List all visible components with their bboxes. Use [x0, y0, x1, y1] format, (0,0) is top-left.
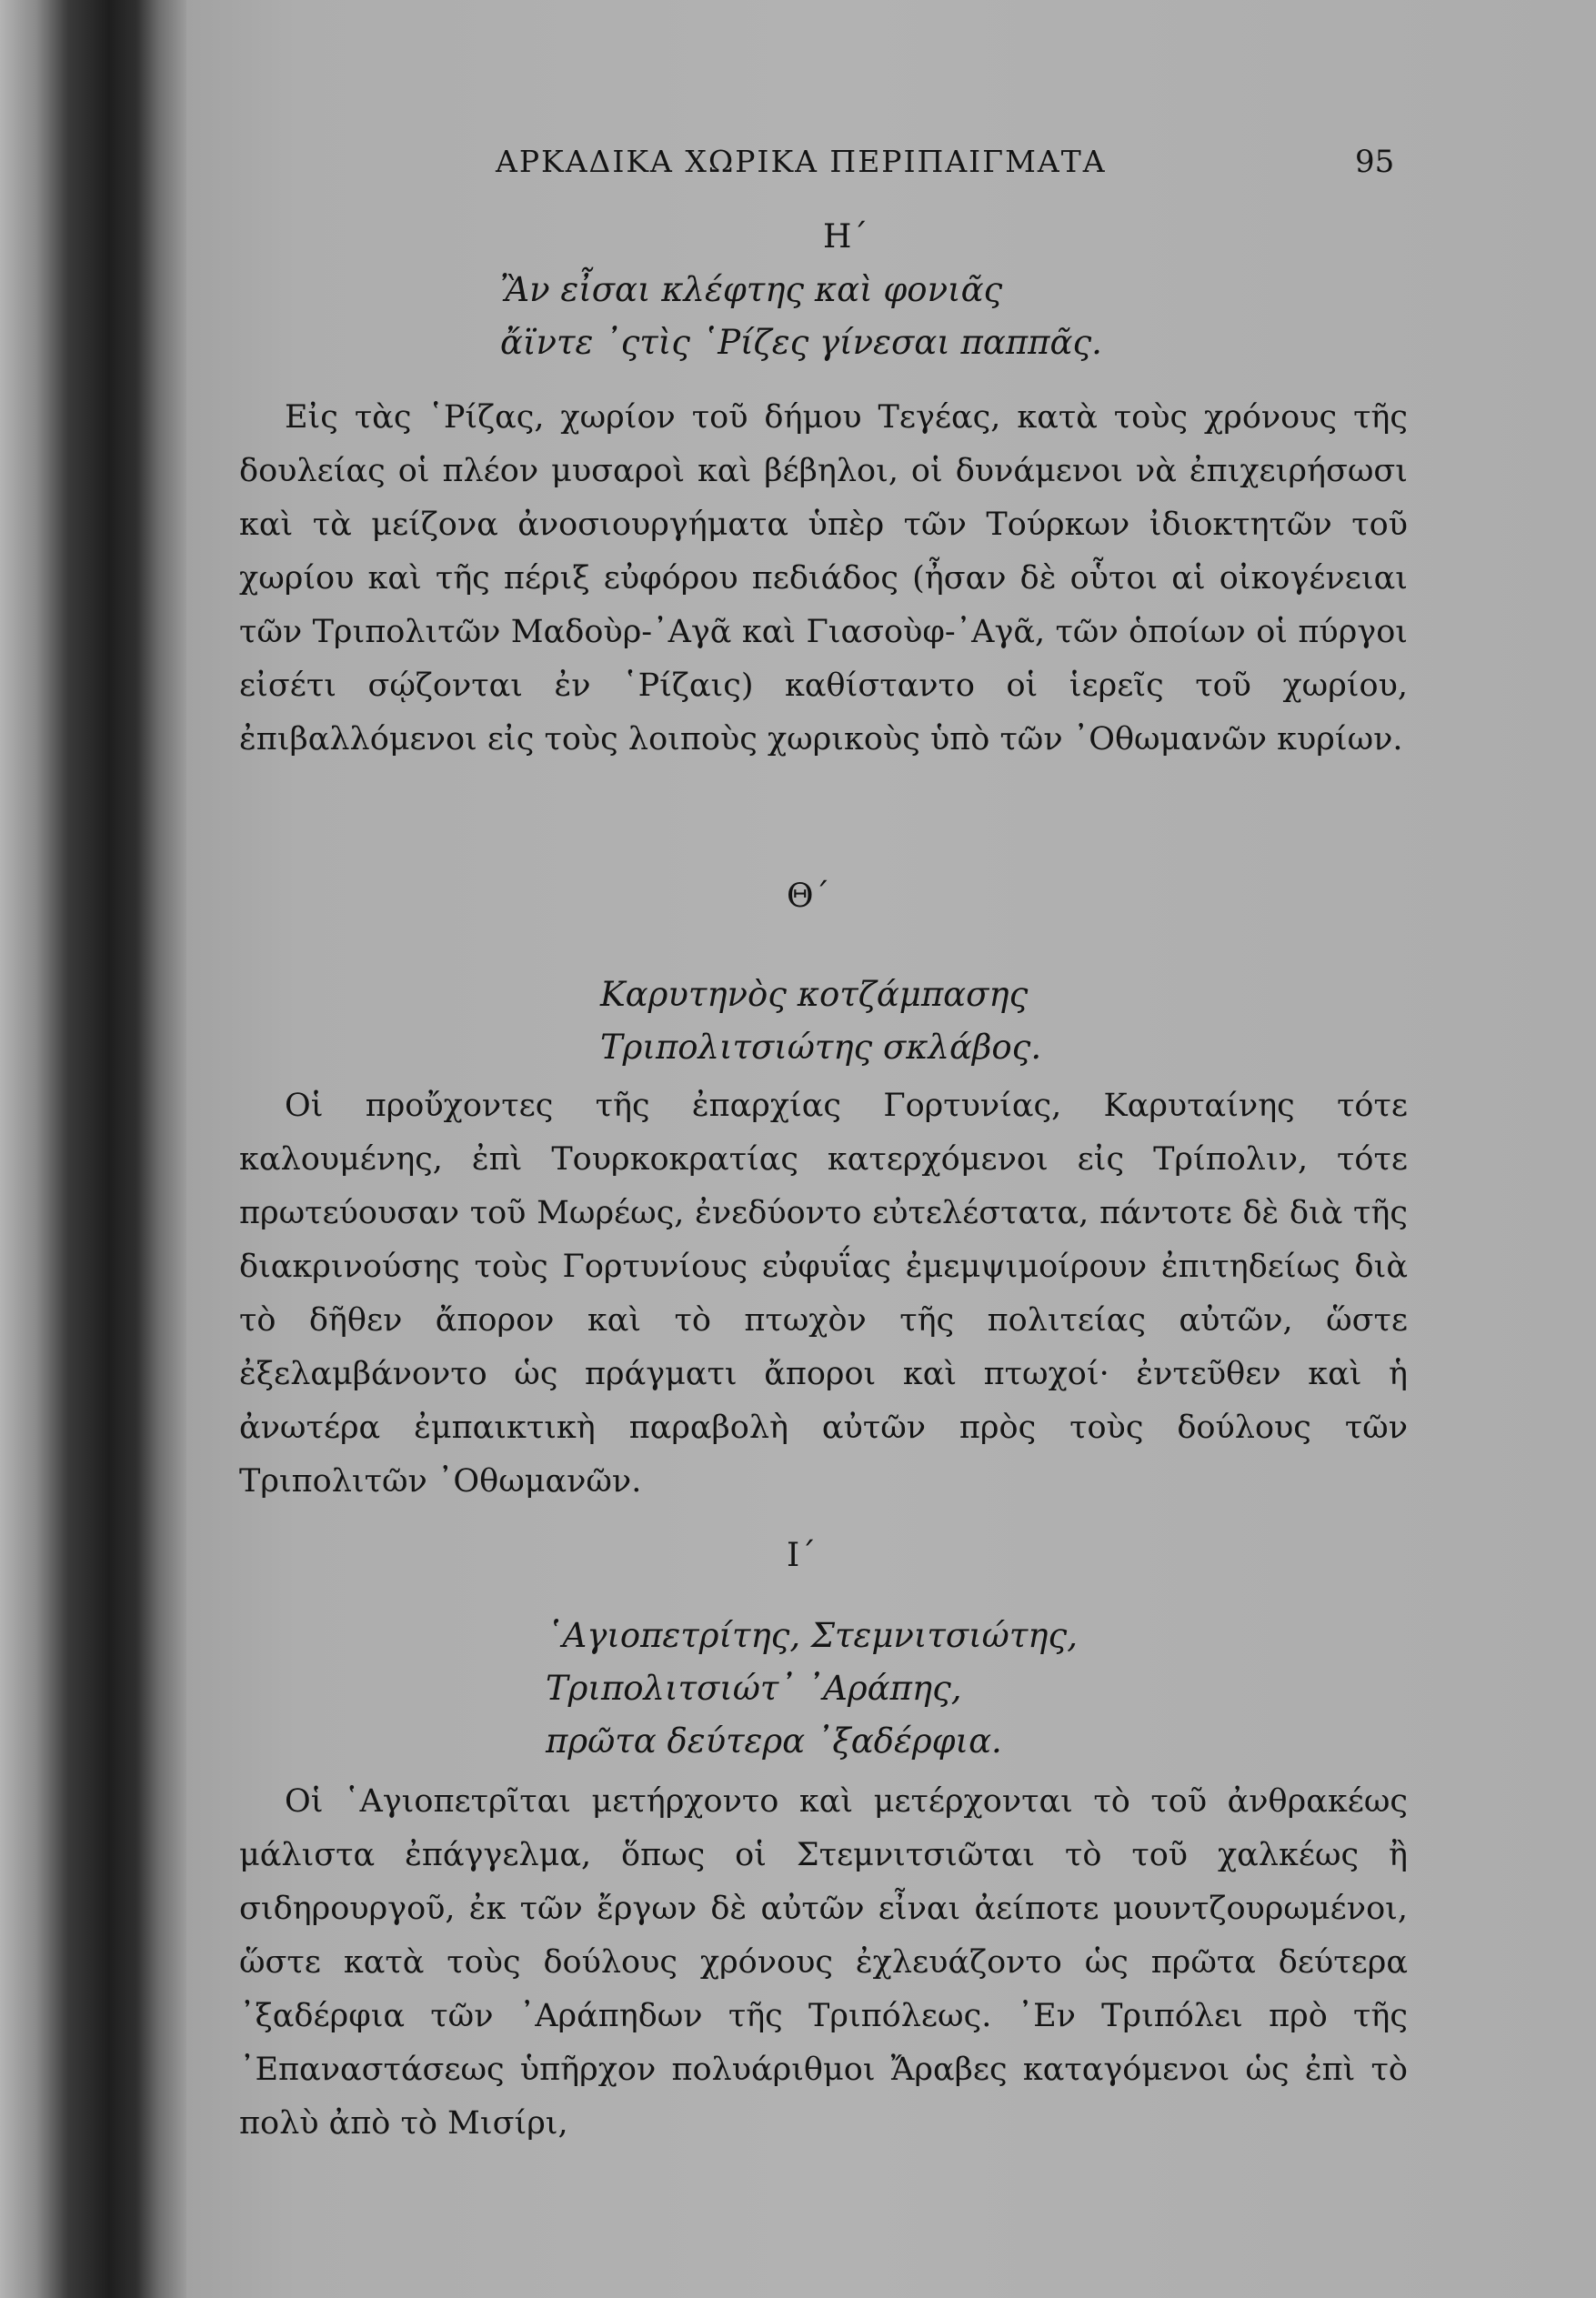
- verse-line: Ἂν εἶσαι κλέφτης καὶ φονιᾶς: [500, 270, 1003, 309]
- verse-line: ῾Αγιοπετρίτης, Στεμνιτσιώτης,: [546, 1616, 1078, 1655]
- page-header: [186, 144, 1596, 198]
- commentary-paragraph: [239, 1775, 1408, 2151]
- verse-line: Τριπολιτσιώτης σκλάβος.: [600, 1028, 1042, 1067]
- page-number: 95: [1355, 144, 1395, 180]
- verse-line: Τριπολιτσιώτ᾽ ᾽Αράπης,: [546, 1669, 962, 1708]
- proverb-verse: [500, 264, 1102, 369]
- proverb-verse: [546, 1610, 1078, 1768]
- section-numeral: Θ΄: [787, 878, 830, 915]
- paragraph-text: Οἱ ῾Αγιοπετρῖται μετήρχοντο καὶ μετέρχονται τὸ τοῦ ἀνθρακέως μάλιστα ἐπάγγελμα, ὅπως οἱ Στεμνιτσιῶται τὸ τοῦ χαλκέως ἢ σιδηρουργοῦ, ἐκ τῶν ἔργων δὲ αὐτῶν εἶναι ἀείποτε μουντζουρωμένοι, ὥστε κατὰ τοὺς δούλους χρόνους ἐχλευάζοντο ὡς πρῶτα δεύτερα ᾽ξαδέρφια τῶν ᾽Αράπηδων τῆς Τριπόλεως. ᾽Εν Τριπόλει πρὸ τῆς ᾽Επαναστάσεως ὑπῆρχον πολυάριθμοι Ἄραβες καταγόμενοι ὡς ἐπὶ τὸ πολὺ ἀπὸ τὸ Μισίρι,: [239, 1783, 1408, 2142]
- paragraph-text: Εἰς τὰς ῾Ρίζας, χωρίον τοῦ δήμου Τεγέας, κατὰ τοὺς χρόνους τῆς δουλείας οἱ πλέον μυσαροὶ καὶ βέβηλοι, οἱ δυνάμενοι νὰ ἐπιχειρήσωσι καὶ τὰ μείζονα ἀνοσιουργήματα ὑπὲρ τῶν Τούρκων ἰδιοκτητῶν τοῦ χωρίου καὶ τῆς πέριξ εὐφόρου πεδιάδος (ἦσαν δὲ οὗτοι αἱ οἰκογένειαι τῶν Τριπολιτῶν Μαδοὺρ-᾽Αγᾶ καὶ Γιασοὺφ-᾽Αγᾶ, τῶν ὁποίων οἱ πύργοι εἰσέτι σῴζονται ἐν ῾Ρίζαις) καθίσταντο οἱ ἱερεῖς τοῦ χωρίου, ἐπιβαλλόμενοι εἰς τοὺς λοιποὺς χωρικοὺς ὑπὸ τῶν ᾽Οθωμανῶν κυρίων.: [239, 399, 1408, 758]
- book-binding-shadow: [0, 0, 186, 2298]
- verse-line: ἄϊντε ᾽ςτὶς ῾Ρίζες γίνεσαι παππᾶς.: [500, 323, 1102, 362]
- commentary-paragraph: [239, 1079, 1408, 1509]
- verse-line: πρῶτα δεύτερα ᾽ξαδέρφια.: [546, 1721, 1002, 1761]
- book-page: [186, 0, 1596, 2298]
- proverb-verse: [600, 968, 1041, 1074]
- section-numeral: Η΄: [823, 218, 868, 256]
- paragraph-text: Οἱ προὔχοντες τῆς ἐπαρχίας Γορτυνίας, Καρυταίνης τότε καλουμένης, ἐπὶ Τουρκοκρατίας κατερχόμενοι εἰς Τρίπολιν, τότε πρωτεύουσαν τοῦ Μωρέως, ἐνεδύοντο εὐτελέστατα, πάντοτε δὲ διὰ τῆς διακρινούσης τοὺς Γορτυνίους εὐφυΐας ἐμεμψιμοίρουν ἐπιτηδείως διὰ τὸ δῆθεν ἄπορον καὶ τὸ πτωχὸν τῆς πολιτείας αὐτῶν, ὥστε ἐξελαμβάνοντο ὡς πράγματι ἄποροι καὶ πτωχοί· ἐντεῦθεν καὶ ἡ ἀνωτέρα ἐμπαικτικὴ παραβολὴ αὐτῶν πρὸς τοὺς δούλους τῶν Τριπολιτῶν ᾽Οθωμανῶν.: [239, 1088, 1408, 1500]
- commentary-paragraph: [239, 391, 1408, 767]
- running-title: ΑΡΚΑΔΙΚΑ ΧΩΡΙΚΑ ΠΕΡΙΠΑΙΓΜΑΤΑ: [496, 144, 1107, 179]
- section-numeral: Ι΄: [787, 1537, 817, 1574]
- verse-line: Καρυτηνὸς κοτζάμπασης: [600, 975, 1029, 1014]
